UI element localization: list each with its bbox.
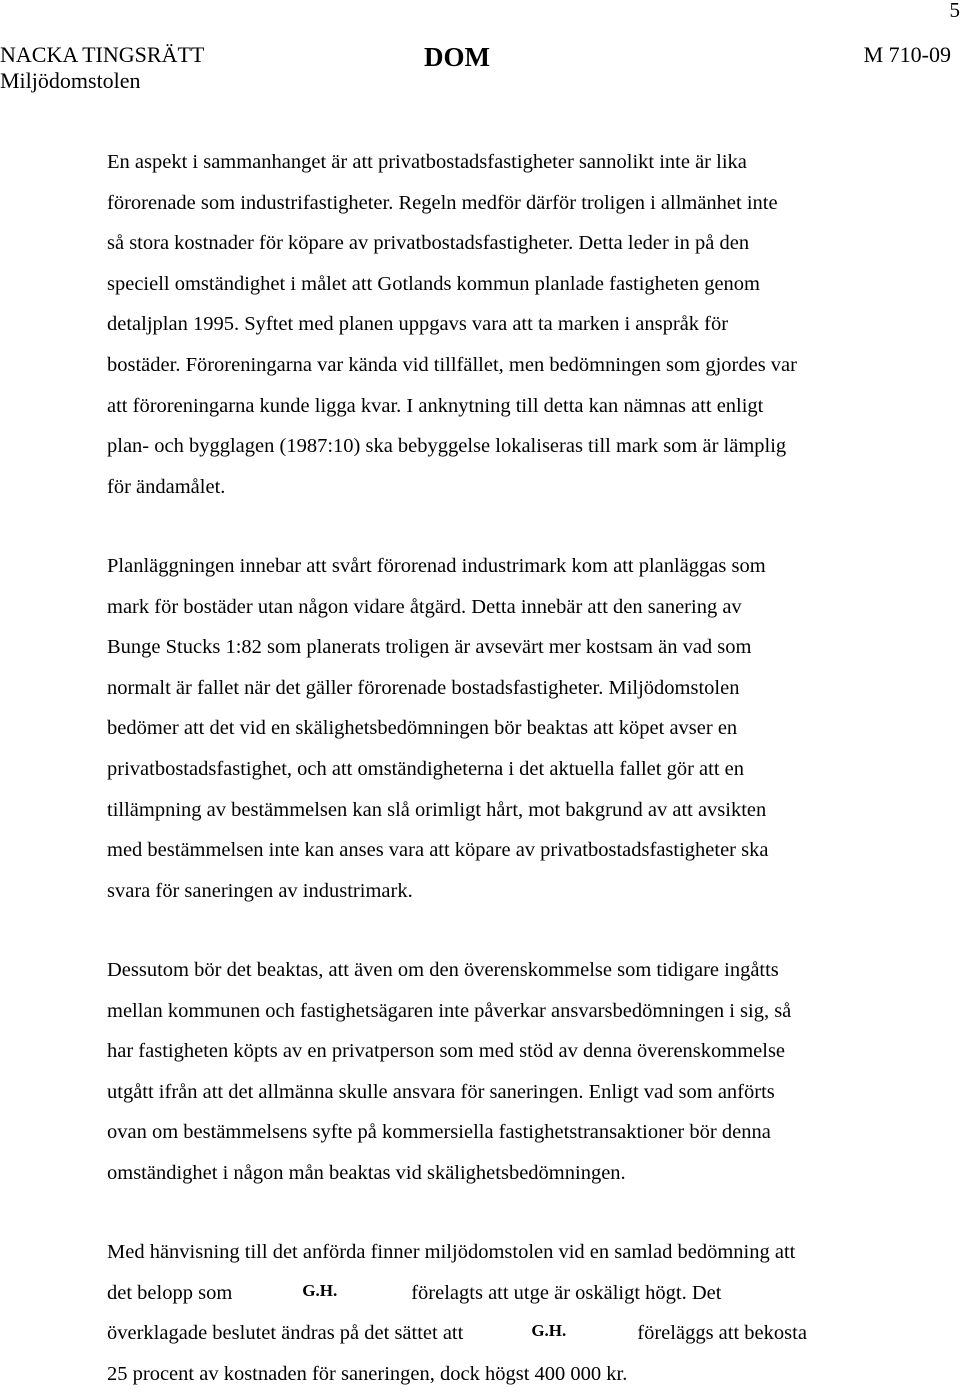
text-line: 25 procent av kostnaden för saneringen, dock högst 400 000 kr.: [107, 1354, 907, 1394]
court-name: NACKA TINGSRÄTT: [0, 42, 204, 68]
paragraph-4: [107, 1232, 907, 1394]
text-line: förorenade som industrifastigheter. Regeln medför därför troligen i allmänhet inte: [107, 183, 907, 224]
document-title: DOM: [424, 42, 490, 72]
text-line: En aspekt i sammanhanget är att privatbostadsfastigheter sannolikt inte är lika: [107, 142, 907, 183]
text-line: mellan kommunen och fastighetsägaren inte påverkar ansvarsbedömningen i sig, så: [107, 991, 907, 1032]
text-segment: det belopp som: [107, 1282, 232, 1304]
text-line: tillämpning av bestämmelsen kan slå orimligt hårt, mot bakgrund av att avsikten: [107, 790, 907, 831]
text-line: Bunge Stucks 1:82 som planerats troligen är avsevärt mer kostsam än vad som: [107, 627, 907, 668]
department-name: Miljödomstolen: [0, 68, 141, 94]
text-line: ovan om bestämmelsens syfte på kommersiella fastighetstransaktioner bör denna: [107, 1112, 907, 1153]
text-line: speciell omständighet i målet att Gotlands kommun planlade fastigheten genom: [107, 264, 907, 305]
redacted-name: G.H.: [531, 1311, 566, 1352]
text-line: [107, 1273, 907, 1314]
text-line: så stora kostnader för köpare av privatbostadsfastigheter. Detta leder in på den: [107, 223, 907, 264]
paragraph-3: [107, 950, 907, 1194]
text-line: Dessutom bör det beaktas, att även om den överenskommelse som tidigare ingåtts: [107, 950, 907, 991]
paragraph-1: [107, 142, 907, 507]
text-line: att föroreningarna kunde ligga kvar. I anknytning till detta kan nämnas att enligt: [107, 386, 907, 427]
text-line: har fastigheten köpts av en privatperson som med stöd av denna överenskommelse: [107, 1031, 907, 1072]
text-line: för ändamålet.: [107, 467, 907, 508]
text-line: privatbostadsfastighet, och att omständigheterna i det aktuella fallet gör att en: [107, 749, 907, 790]
text-line: plan- och bygglagen (1987:10) ska bebyggelse lokaliseras till mark som är lämplig: [107, 426, 907, 467]
text-line: normalt är fallet när det gäller förorenade bostadsfastigheter. Miljödomstolen: [107, 668, 907, 709]
text-line: [107, 1313, 907, 1354]
text-line: Planläggningen innebar att svårt förorenad industrimark kom att planläggas som: [107, 546, 907, 587]
text-line: omständighet i någon mån beaktas vid skälighetsbedömningen.: [107, 1153, 907, 1194]
text-line: utgått ifrån att det allmänna skulle ansvara för saneringen. Enligt vad som anförts: [107, 1072, 907, 1113]
text-line: bostäder. Föroreningarna var kända vid tillfället, men bedömningen som gjordes var: [107, 345, 907, 386]
text-line: detaljplan 1995. Syftet med planen uppgavs vara att ta marken i anspråk för: [107, 304, 907, 345]
redacted-name: G.H.: [302, 1271, 337, 1312]
text-segment: föreläggs att bekosta: [637, 1322, 807, 1344]
text-line: mark för bostäder utan någon vidare åtgärd. Detta innebär att den sanering av: [107, 587, 907, 628]
text-line: svara för saneringen av industrimark.: [107, 871, 907, 912]
text-line: Med hänvisning till det anförda finner miljödomstolen vid en samlad bedömning att: [107, 1232, 907, 1273]
page-number: 5: [950, 0, 960, 22]
case-number: M 710-09: [864, 42, 951, 68]
text-line: bedömer att det vid en skälighetsbedömningen bör beaktas att köpet avser en: [107, 708, 907, 749]
text-segment: förelagts att utge är oskäligt högt. Det: [411, 1282, 721, 1304]
text-segment: överklagade beslutet ändras på det sättet att: [107, 1322, 463, 1344]
text-line: med bestämmelsen inte kan anses vara att köpare av privatbostadsfastigheter ska: [107, 830, 907, 871]
paragraph-2: [107, 546, 907, 911]
